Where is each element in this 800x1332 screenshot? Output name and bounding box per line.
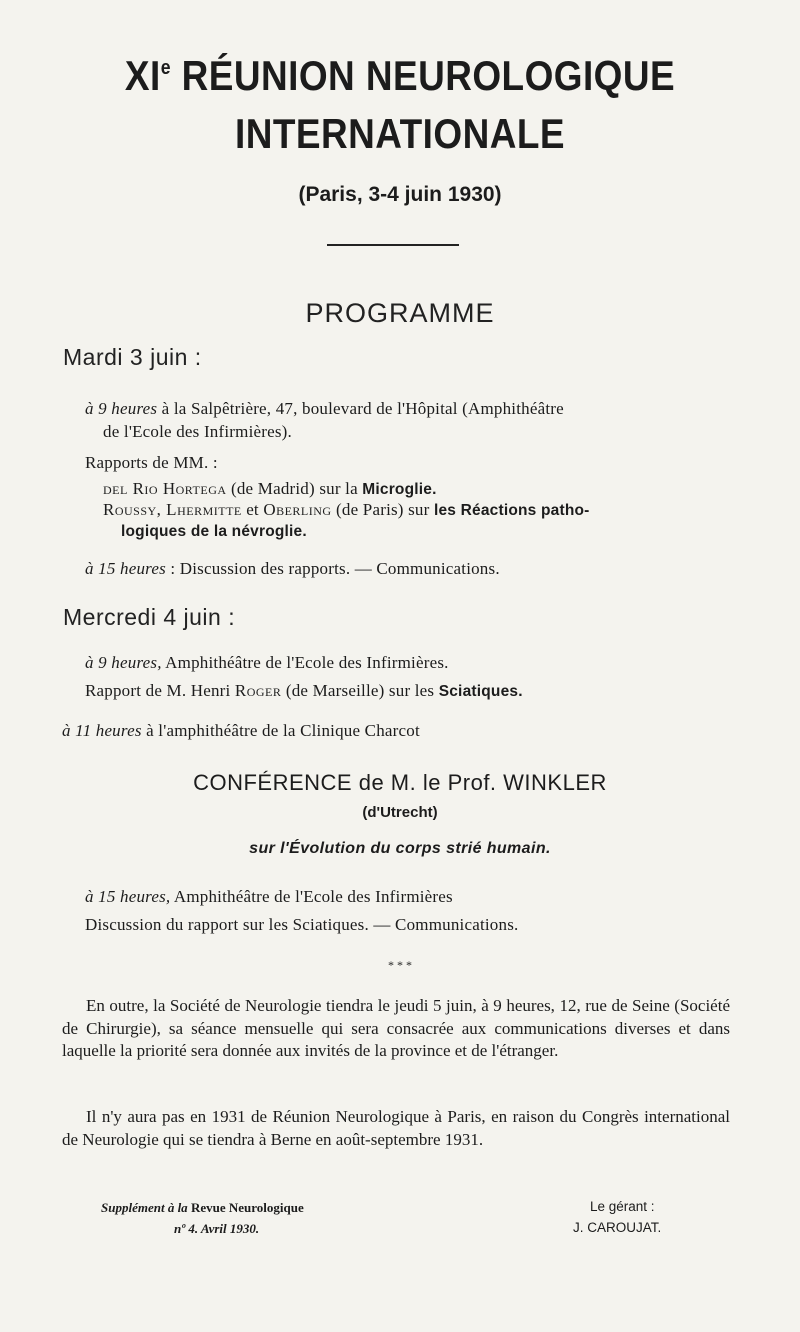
wednesday-report-text-b: (de Marseille) sur les (285, 681, 435, 700)
wednesday-report-author: Roger (234, 681, 282, 700)
report2-and: et (246, 500, 259, 519)
footer-supplement-b: Revue Neurologique (190, 1200, 304, 1215)
footer-supplement (101, 1200, 304, 1216)
wednesday-slot3-text: Amphithéâtre de l'Ecole des Infirmières (173, 887, 453, 906)
footer-supplement-a: Supplément à la (101, 1200, 188, 1215)
notice-society-meeting: En outre, la Société de Neurologie tiendra le jeudi 5 juin, à 9 heures, 12, rue de Seine (Société de Chirurgie), sa séance mensuelle qui sera consacrée aux communications diverses et dans laquelle la priorité sera donnée aux invités de la province et de l'étranger. (62, 996, 730, 1060)
tuesday-slot1-line2: de l'Ecole des Infirmières). (103, 422, 292, 441)
footer-manager-label: Le gérant : (590, 1199, 655, 1214)
title-roman-numeral: XI (124, 52, 161, 99)
event-dates: (Paris, 3-4 juin 1930) (298, 183, 502, 206)
wednesday-heading: Mercredi 4 juin : (63, 604, 236, 630)
report2-authors: Roussy, Lhermitte (103, 500, 242, 519)
tuesday-slot1-time: à 9 heures (85, 399, 158, 418)
conference-title: CONFÉRENCE de M. le Prof. WINKLER (193, 770, 607, 795)
report1-topic: Microglie. (362, 481, 437, 498)
footer-issue: nº 4. Avril 1930. (174, 1221, 260, 1236)
conference-subject: sur l'Évolution du corps strié humain. (249, 840, 551, 857)
tuesday-slot2-text: : Discussion des rapports. — Communications. (170, 559, 500, 578)
report2-topic: les Réactions patho- (433, 502, 590, 519)
title-divider (327, 244, 459, 246)
wednesday-slot1 (85, 652, 449, 674)
footer-manager-name: J. CAROUJAT. (573, 1220, 662, 1235)
title-superscript: e (160, 57, 171, 79)
wednesday-slot2-text: à l'amphithéâtre de la Clinique Charcot (146, 721, 420, 740)
wednesday-slot2 (62, 720, 420, 742)
wednesday-slot3 (85, 886, 453, 908)
tuesday-slot1-text: à la Salpêtrière, 47, boulevard de l'Hôpital (Amphithéâtre (161, 399, 564, 418)
title-line-2: INTERNATIONALE (235, 110, 565, 157)
tuesday-slot1-line1 (85, 398, 564, 420)
tuesday-heading: Mardi 3 juin : (63, 344, 202, 370)
report2-author3: Oberling (263, 500, 332, 519)
asterism-separator: * * * (388, 958, 412, 972)
report1-authors: del Rio Hortega (103, 479, 227, 498)
conference-origin: (d'Utrecht) (362, 804, 438, 821)
wednesday-slot2-time: à 11 heures (62, 721, 142, 740)
wednesday-report (85, 680, 523, 703)
wednesday-report-topic: Sciatiques. (438, 683, 523, 700)
notice-1931: Il n'y aura pas en 1931 de Réunion Neurologique à Paris, en raison du Congrès international de Neurologie qui se tiendra à Berne en août-septembre 1931. (62, 1107, 730, 1149)
title-reunion: RÉUNION NEUROLOGIQUE (181, 52, 676, 99)
tuesday-report-1 (103, 478, 437, 501)
wednesday-slot1-text: Amphithéâtre de l'Ecole des Infirmières. (165, 653, 449, 672)
tuesday-reports-intro: Rapports de MM. : (85, 453, 218, 472)
title-line-1 (48, 52, 752, 100)
tuesday-slot2-time: à 15 heures (85, 559, 166, 578)
report2-topic-cont: logiques de la névroglie. (121, 523, 307, 540)
wednesday-report-text-a: Rapport de M. Henri (85, 681, 231, 700)
report1-text: (de Madrid) sur la (231, 479, 358, 498)
wednesday-slot3-line2: Discussion du rapport sur les Sciatiques. — Communications. (85, 915, 519, 934)
wednesday-slot3-time: à 15 heures, (85, 887, 171, 906)
tuesday-report-2 (103, 499, 590, 522)
tuesday-slot2 (85, 558, 500, 580)
programme-heading: PROGRAMME (305, 298, 495, 328)
wednesday-slot1-time: à 9 heures, (85, 653, 162, 672)
report2-text: (de Paris) sur (336, 500, 430, 519)
